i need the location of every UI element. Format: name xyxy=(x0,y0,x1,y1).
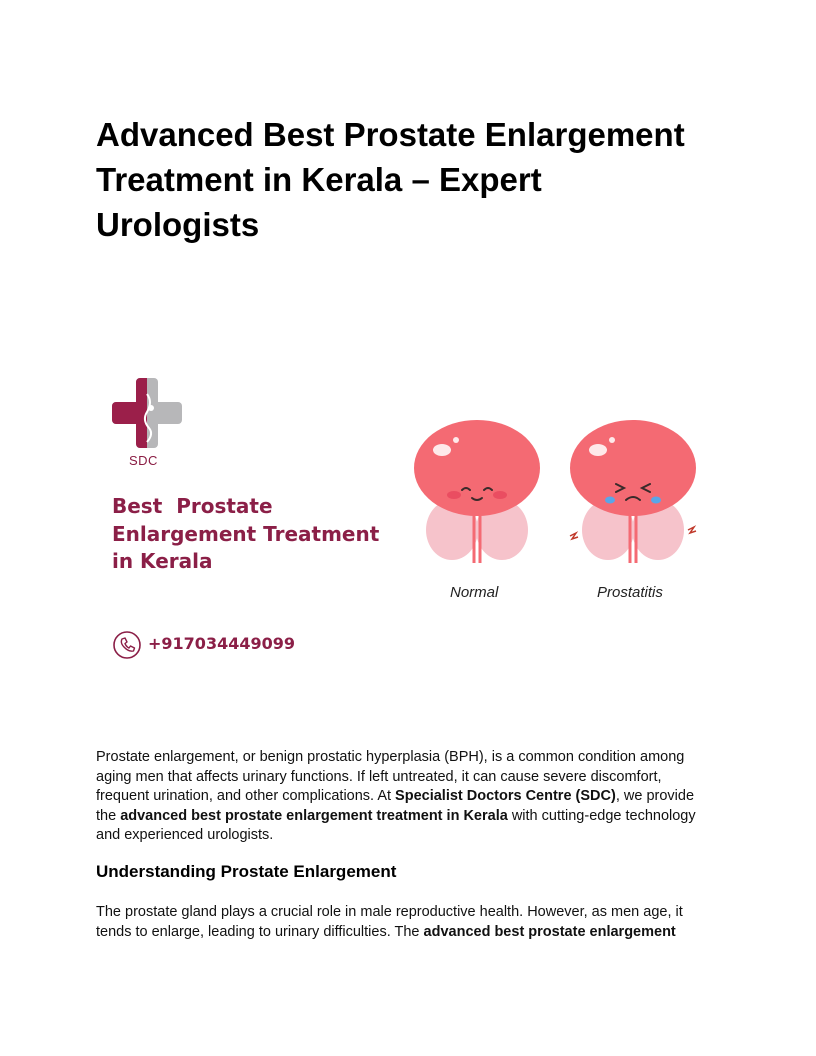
intro-text: the xyxy=(96,807,121,824)
intro-line xyxy=(96,807,720,827)
label-normal: Normal xyxy=(450,584,499,601)
sdc-logo-icon xyxy=(112,378,182,448)
page-title-line-3: Urologists xyxy=(96,206,260,243)
section-line xyxy=(96,923,720,943)
promo-banner-image xyxy=(96,360,720,680)
page-title-line-2: Treatment in Kerala – Expert xyxy=(96,161,542,198)
banner-heading-line-2: Enlargement Treatment xyxy=(112,521,380,546)
banner-heading xyxy=(112,493,412,576)
intro-paragraph xyxy=(96,748,720,846)
page-title xyxy=(96,112,736,247)
page-title-line-1: Advanced Best Prostate Enlargement xyxy=(96,116,685,153)
intro-line: Prostate enlargement, or benign prostatic hyperplasia (BPH), is a common condition among xyxy=(96,749,685,765)
section-bold-treatment: advanced best prostate enlargement xyxy=(423,923,676,940)
intro-text: frequent urination, and other complications. At xyxy=(96,788,396,804)
intro-bold-sdc: Specialist Doctors Centre (SDC) xyxy=(395,788,616,804)
intro-line: and experienced urologists. xyxy=(96,827,274,843)
banner-heading-line-3: in Kerala xyxy=(112,549,213,573)
section-line: The prostate gland plays a crucial role in male reproductive health. However, as men age, it xyxy=(96,904,683,920)
phone-icon xyxy=(112,630,142,660)
banner-heading-line-1: Best Prostate xyxy=(112,494,273,518)
section-paragraph xyxy=(96,903,720,942)
section-text: tends to enlarge, leading to urinary difficulties. The xyxy=(96,923,424,940)
intro-bold-treatment: advanced best prostate enlargement treatment in Kerala xyxy=(120,807,508,824)
intro-text: , we provide xyxy=(615,788,695,804)
label-prostatitis: Prostatitis xyxy=(597,584,663,601)
section-heading: Understanding Prostate Enlargement xyxy=(96,862,397,881)
phone-number: +917034449099 xyxy=(148,634,295,653)
intro-text: with cutting-edge technology xyxy=(507,807,696,824)
prostatitis-illustration xyxy=(568,418,698,568)
normal-prostate-illustration xyxy=(412,418,542,568)
intro-line: aging men that affects urinary functions. If left untreated, it can cause severe discomfort, xyxy=(96,768,662,785)
intro-line xyxy=(96,787,720,807)
sdc-logo-text: SDC xyxy=(129,453,158,468)
